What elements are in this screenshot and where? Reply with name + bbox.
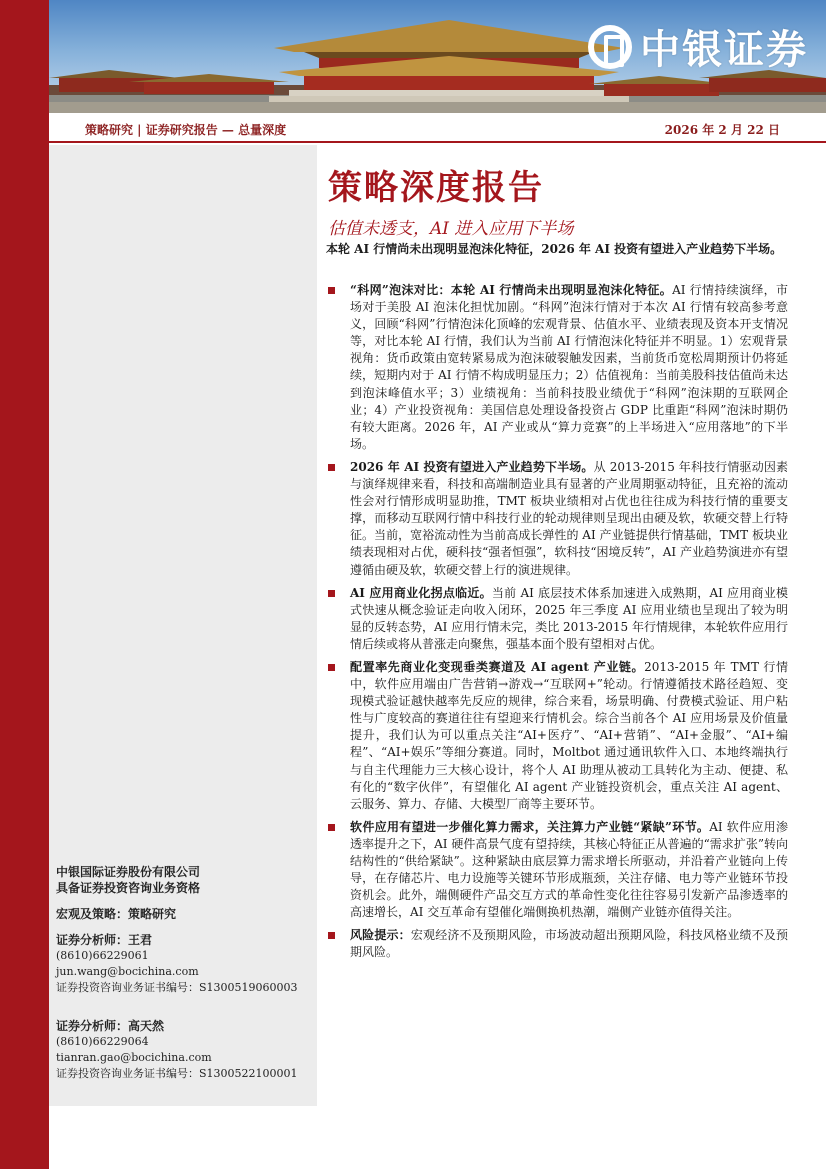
report-lead: 本轮 AI 行情尚未出现明显泡沫化特征，2026 年 AI 投资有望进入产业趋势下半场。: [326, 242, 783, 256]
header-banner: [49, 0, 826, 113]
key-point: [326, 585, 788, 653]
analyst-cert: 证券投资咨询业务证书编号：S1300522100001: [56, 1067, 298, 1080]
bullet-square-icon: [328, 590, 335, 597]
bullet-square-icon: [328, 664, 335, 671]
key-point-heading: AI 应用商业化拐点临近。: [350, 585, 492, 600]
key-points-list: [326, 282, 788, 968]
key-point-body: AI 行情持续演绎，市场对于美股 AI 泡沫化担忧加剧。“科网”泡沫行情对于本次 AI 行情有较高参考意义，回顾“科网”行情泡沫化顶峰的宏观背景、估值水平、业绩表现及资本开支情况等，对比本轮 AI 行情，我们认为当前 AI 行情泡沫化特征并不明显。1）宏观背景视角：货币政策由宽转紧易成为泡沫破裂触发因素，当前货币宽松周期预计仍将延续，短期内对于 AI 行情不构成明显压力；2）估值视角：当前美股科技估值尚未达到泡沫峰值水平；3）业绩视角：当前科技股业绩优于“科网”泡沫期的互联网企业；4）产业投资视角：美国信息处理设备投资占 GDP 比重距“科网”泡沫时期仍有较大距离。2026 年，AI 产业或从“算力竞赛”的上半场进入“应用落地”的下半场。: [350, 283, 788, 451]
analyst-phone: (8610)66229064: [56, 1035, 149, 1048]
brand-name: 中银证券: [640, 27, 808, 73]
report-subtitle: 估值未透支，AI 进入应用下半场: [328, 219, 574, 239]
key-point-body: 宏观经济不及预期风险，市场波动超出预期风险，科技风格业绩不及预期风险。: [350, 928, 788, 960]
bullet-square-icon: [328, 287, 335, 294]
key-point-heading: 配置率先商业化变现垂类赛道及 AI agent 产业链。: [350, 659, 645, 674]
research-section: 宏观及策略：策略研究: [56, 907, 177, 921]
key-point-body: 从 2013-2015 年科技行情驱动因素与演绎规律来看，科技和高端制造业具有显著的产业周期驱动特征，且充裕的流动性会对行情形成明显助推，TMT 板块业绩相对占优也往往成为科技行情的重要支撑，而移动互联网行情中科技行业的轮动规律则呈现出由硬及软，软硬交替上行特征。当前，宽裕流动性为当前高成长弹性的 AI 产业链提供行情基础，TMT 板块业绩表现相对占优，硬科技“强者恒强”，软科技“困境反转”，AI 产业趋势演进亦有望遵循由硬及软，软硬交替上行的演进规律。: [350, 459, 789, 577]
company-qualification: 具备证券投资咨询业务资格: [56, 881, 201, 895]
left-red-bar: [0, 0, 49, 1169]
key-point-heading: 软件应用有望进一步催化算力需求，关注算力产业链“紧缺”环节。: [350, 819, 710, 834]
report-title: 策略深度报告: [328, 168, 544, 208]
report-category: 策略研究 | 证券研究报告 — 总量深度: [85, 123, 287, 137]
bullet-square-icon: [328, 932, 335, 939]
key-point-body: 2013-2015 年 TMT 行情中，软件应用端由广告营销→游戏→“互联网+”轮动。行情遵循技术路径趋短、变现模式验证越快越率先反应的规律，综合来看，场景明确、付费模式验证、用户粘性与广度较高的赛道往往有望迎来行情机会。综合当前各个 AI 应用场景及价值量提升，我们认为可以重点关注“AI+医疗”、“AI+营销”、“AI+金服”、“AI+编程”、“AI+娱乐”等细分赛道。同时，Moltbot 通过通讯软件入口、本地终端执行与自主代理能力三大核心设计，将个人 AI 助理从被动工具转化为主动、便捷、私有化的“数字伙伴”，有望催化 AI agent 产业链投资机会，重点关注 AI agent、云服务、算力、存储、大模型厂商等主要环节。: [350, 659, 788, 811]
key-point-body: AI 软件应用渗透率提升之下，AI 硬件高景气度有望持续，其核心特征正从普遍的“需求扩张”转向结构性的“供给紧缺”。这种紧缺由底层算力需求增长所驱动，并沿着产业链向上传导，在存储芯片、电力设施等关键环节形成瓶颈，关注存储、电力等产业链环节投资机会。此外，端侧硬件产品交互方式的革命性变化往往容易引发新产品渗透率的高速增长，AI 交互革命有望催化端侧换机热潮，端侧产业链亦值得关注。: [350, 819, 788, 920]
analyst-cert: 证券投资咨询业务证书编号：S1300519060003: [56, 981, 298, 994]
analyst-phone: (8610)66229061: [56, 949, 149, 962]
analyst-email[interactable]: tianran.gao@bocichina.com: [56, 1051, 212, 1064]
key-point-heading: “科网”泡沫对比：本轮 AI 行情尚未出现明显泡沫化特征。: [350, 283, 673, 297]
analyst-email[interactable]: jun.wang@bocichina.com: [56, 965, 199, 978]
company-name: 中银国际证券股份有限公司: [56, 865, 201, 879]
analyst-label: 证券分析师：王君: [56, 933, 153, 947]
report-date: 2026 年 2 月 22 日: [664, 123, 780, 137]
key-point-heading: 风险提示：: [350, 928, 411, 943]
boc-logo-icon: [588, 25, 632, 69]
key-point: [326, 459, 788, 579]
bullet-square-icon: [328, 464, 335, 471]
sidebar-info: [56, 864, 314, 1082]
key-point: [326, 659, 788, 813]
key-point: [326, 282, 788, 453]
key-point-heading: 2026 年 AI 投资有望进入产业趋势下半场。: [350, 459, 594, 474]
analyst-label: 证券分析师：高天然: [56, 1019, 165, 1033]
brand-logo: [588, 18, 808, 75]
key-point: [326, 819, 788, 922]
risk-warning: [326, 927, 788, 961]
report-header-strip: [49, 115, 826, 143]
key-point-body: 当前 AI 底层技术体系加速进入成熟期，AI 应用商业模式快速从概念验证走向收入闭环，2025 年三季度 AI 应用业绩也呈现出了较为明显的反转态势，AI 应用行情未完，类比 2013-2015 年行情规律，本轮软件应用行情后续或将从普涨走向聚焦，强基本面个股有望相对占优。: [350, 585, 788, 651]
bullet-square-icon: [328, 824, 335, 831]
